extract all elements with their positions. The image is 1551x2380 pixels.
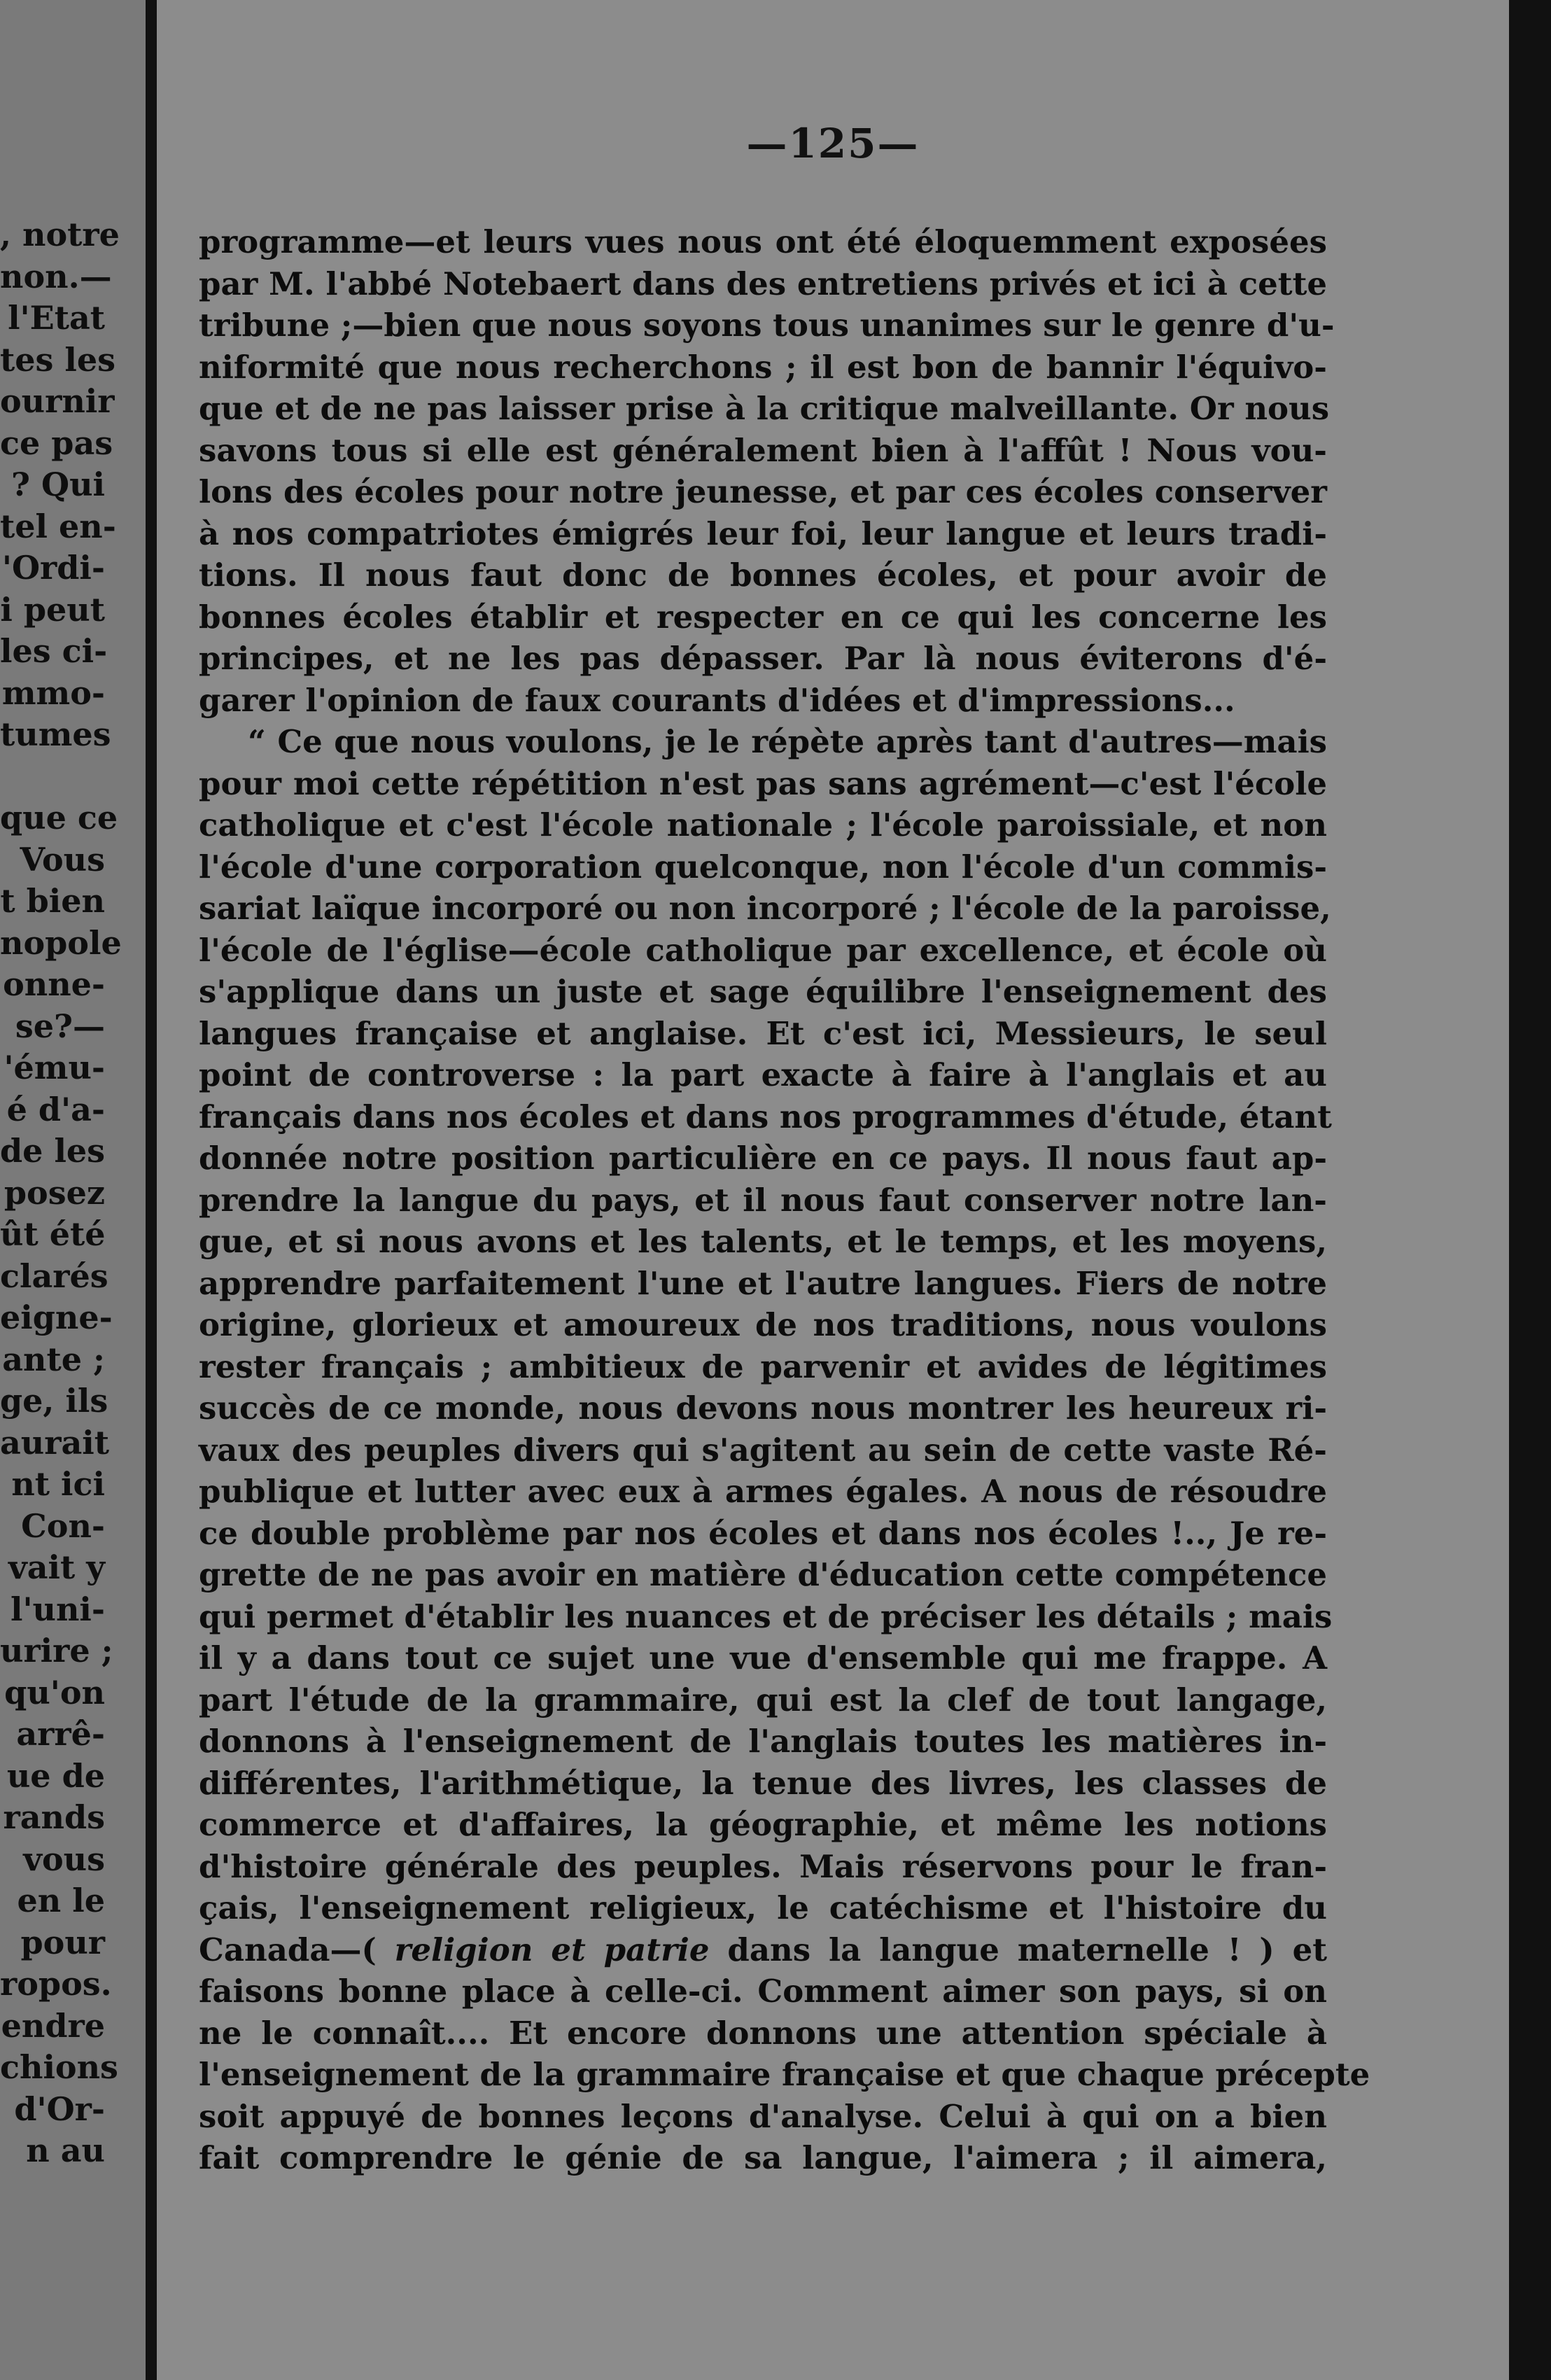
body-text bbox=[199, 221, 1370, 2179]
text-line: français dans nos écoles et dans nos programmes d'étude, étant bbox=[199, 1098, 1332, 1135]
facing-line: mmo- bbox=[1, 673, 105, 712]
facing-line: i peut bbox=[0, 590, 105, 629]
text-line: garer l'opinion de faux courants d'idées et d'impressions... bbox=[199, 681, 1235, 719]
text-line: sariat laïque incorporé ou non incorporé ; l'école de la paroisse, bbox=[199, 890, 1331, 927]
facing-line: chions bbox=[0, 2048, 118, 2086]
facing-line: ? Qui bbox=[11, 465, 105, 503]
text-line: que et de ne pas laisser prise à la critique malveillante. Or nous bbox=[199, 390, 1330, 427]
text-line: l'école de l'église—école catholique par excellence, et école où bbox=[199, 931, 1327, 969]
facing-line: t bien bbox=[0, 882, 105, 920]
facing-line: l'Etat bbox=[8, 299, 105, 337]
facing-line: endre bbox=[1, 2006, 105, 2045]
text-line: donnons à l'enseignement de l'anglais toutes les matières in- bbox=[199, 1723, 1327, 1760]
text-line: vaux des peuples divers qui s'agitent au sein de cette vaste Ré- bbox=[199, 1431, 1327, 1469]
facing-line: ce pas bbox=[0, 424, 113, 462]
facing-line: ue de bbox=[6, 1756, 105, 1795]
text-line: bonnes écoles établir et respecter en ce qui les concerne les bbox=[199, 598, 1327, 636]
facing-line: d'Or- bbox=[14, 2090, 105, 2128]
text-line: tribune ;—bien que nous soyons tous unanimes sur le genre d'u- bbox=[199, 307, 1335, 344]
text-line: point de controverse : la part exacte à faire à l'anglais et au bbox=[199, 1056, 1327, 1093]
text-line: origine, glorieux et amoureux de nos traditions, nous voulons bbox=[199, 1306, 1327, 1343]
right-scan-edge bbox=[1509, 0, 1551, 2380]
facing-line: arrê- bbox=[16, 1715, 105, 1753]
text-line: prendre la langue du pays, et il nous faut conserver notre lan- bbox=[199, 1181, 1327, 1219]
text-line: ce double problème par nos écoles et dans nos écoles !.., Je re- bbox=[199, 1514, 1327, 1552]
facing-page-text bbox=[0, 214, 122, 2172]
text-line: catholique et c'est l'école nationale ; l'école paroissiale, et non bbox=[199, 806, 1327, 844]
religion-et-patrie-italic: religion et patrie bbox=[394, 1931, 710, 1968]
facing-line: pour bbox=[20, 1923, 105, 1961]
text-line: différentes, l'arithmétique, la tenue des livres, les classes de bbox=[199, 1764, 1327, 1802]
text-line: çais, l'enseignement religieux, le catéchisme et l'histoire du bbox=[199, 1889, 1327, 1926]
facing-line: tumes bbox=[0, 715, 111, 753]
text-line: tions. Il nous faut donc de bonnes écoles, et pour avoir de bbox=[199, 556, 1327, 594]
facing-line: non.— bbox=[0, 257, 112, 295]
facing-line: 'Ordi- bbox=[1, 549, 105, 587]
facing-line: que ce bbox=[0, 799, 118, 836]
facing-line: aurait bbox=[0, 1423, 110, 1462]
facing-line: nopole bbox=[0, 923, 122, 962]
text-line: par M. l'abbé Notebaert dans des entretiens privés et ici à cette bbox=[199, 265, 1327, 302]
text-line: commerce et d'affaires, la géographie, et même les notions bbox=[199, 1806, 1327, 1843]
facing-line: é d'a- bbox=[6, 1090, 105, 1128]
facing-line bbox=[0, 756, 105, 798]
facing-line: qu'on bbox=[4, 1673, 105, 1712]
religion-before: Canada—( bbox=[199, 1931, 395, 1968]
text-line: donnée notre position particulière en ce pays. Il nous faut ap- bbox=[199, 1140, 1327, 1177]
text-line: part l'étude de la grammaire, qui est la clef de tout langage, bbox=[199, 1681, 1327, 1718]
text-line: programme—et leurs vues nous ont été éloquemment exposées bbox=[199, 223, 1327, 260]
facing-line: ge, ils bbox=[0, 1382, 108, 1420]
facing-line: ût été bbox=[0, 1215, 106, 1253]
main-page bbox=[157, 0, 1509, 2380]
facing-line: onne- bbox=[3, 965, 105, 1003]
text-line: succès de ce monde, nous devons nous montrer les heureux ri- bbox=[199, 1390, 1327, 1427]
religion-after: dans la langue maternelle ! ) et bbox=[709, 1931, 1327, 1968]
page-gutter bbox=[146, 0, 157, 2380]
text-line: niformité que nous recherchons ; il est bon de bannir l'équivo- bbox=[199, 348, 1327, 386]
facing-line: en le bbox=[17, 1882, 105, 1919]
text-line: gue, et si nous avons et les talents, et le temps, et les moyens, bbox=[199, 1223, 1327, 1260]
facing-line: ropos. bbox=[0, 1965, 112, 2003]
facing-line: 'ému- bbox=[3, 1049, 105, 1086]
text-line: à nos compatriotes émigrés leur foi, leur langue et leurs tradi- bbox=[199, 514, 1327, 552]
facing-line: tel en- bbox=[0, 507, 116, 545]
facing-line: se?— bbox=[15, 1007, 105, 1045]
facing-line: tes les bbox=[0, 340, 116, 379]
facing-line: de les bbox=[0, 1132, 106, 1170]
text-line: faisons bonne place à celle-ci. Comment aimer son pays, si on bbox=[199, 1973, 1327, 2010]
text-line: grette de ne pas avoir en matière d'éducation cette compétence bbox=[199, 1556, 1327, 1593]
facing-line: posez bbox=[3, 1173, 105, 1212]
text-line: savons tous si elle est généralement bien à l'affût ! Nous vou- bbox=[199, 431, 1327, 469]
facing-line: ante ; bbox=[2, 1340, 105, 1378]
facing-line: nt ici bbox=[11, 1465, 105, 1503]
facing-line: l'uni- bbox=[10, 1590, 105, 1628]
facing-line: urire ; bbox=[0, 1632, 113, 1670]
text-line-religion bbox=[199, 1929, 1327, 1971]
facing-line: vait y bbox=[8, 1548, 105, 1586]
text-line: rester français ; ambitieux de parvenir et avides de légitimes bbox=[199, 1348, 1327, 1385]
facing-line: les ci- bbox=[0, 632, 108, 670]
text-line: principes, et ne les pas dépasser. Par là nous éviterons d'é- bbox=[199, 640, 1327, 677]
text-line: pour moi cette répétition n'est pas sans agrément—c'est l'école bbox=[199, 764, 1327, 802]
facing-line: , notre bbox=[0, 216, 120, 253]
text-line: “ Ce que nous voulons, je le répète après tant d'autres—mais bbox=[248, 723, 1327, 760]
facing-page-fragment bbox=[0, 0, 146, 2380]
text-line: qui permet d'établir les nuances et de préciser les détails ; mais bbox=[199, 1597, 1333, 1635]
text-line: l'école d'une corporation quelconque, non l'école d'un commis- bbox=[199, 848, 1327, 886]
text-line: ne le connaît.... Et encore donnons une attention spéciale à bbox=[199, 2014, 1327, 2052]
facing-line: Vous bbox=[20, 840, 105, 878]
facing-line: n au bbox=[26, 2132, 105, 2169]
text-line: publique et lutter avec eux à armes égales. A nous de résoudre bbox=[199, 1473, 1327, 1510]
facing-line: clarés bbox=[0, 1256, 108, 1295]
text-line: d'histoire générale des peuples. Mais réservons pour le fran- bbox=[199, 1847, 1327, 1885]
text-line: il y a dans tout ce sujet une vue d'ensemble qui me frappe. A bbox=[199, 1639, 1327, 1676]
text-line: apprendre parfaitement l'une et l'autre langues. Fiers de notre bbox=[199, 1264, 1327, 1302]
text-line: soit appuyé de bonnes leçons d'analyse. Celui à qui on a bien bbox=[199, 2097, 1327, 2135]
text-line: langues française et anglaise. Et c'est ici, Messieurs, le seul bbox=[199, 1014, 1327, 1052]
facing-line: vous bbox=[23, 1840, 105, 1878]
text-line: fait comprendre le génie de sa langue, l'aimera ; il aimera, bbox=[199, 2139, 1327, 2176]
facing-line: eigne- bbox=[0, 1298, 113, 1336]
text-line: s'applique dans un juste et sage équilibre l'enseignement des bbox=[199, 973, 1327, 1010]
text-line: lons des écoles pour notre jeunesse, et par ces écoles conserver bbox=[199, 473, 1327, 510]
page-number: —125— bbox=[746, 120, 920, 167]
facing-line: Con- bbox=[21, 1506, 105, 1545]
text-line: l'enseignement de la grammaire française et que chaque précepte bbox=[199, 2056, 1370, 2093]
facing-line: ournir bbox=[0, 382, 115, 420]
facing-line: rands bbox=[3, 1798, 105, 1836]
